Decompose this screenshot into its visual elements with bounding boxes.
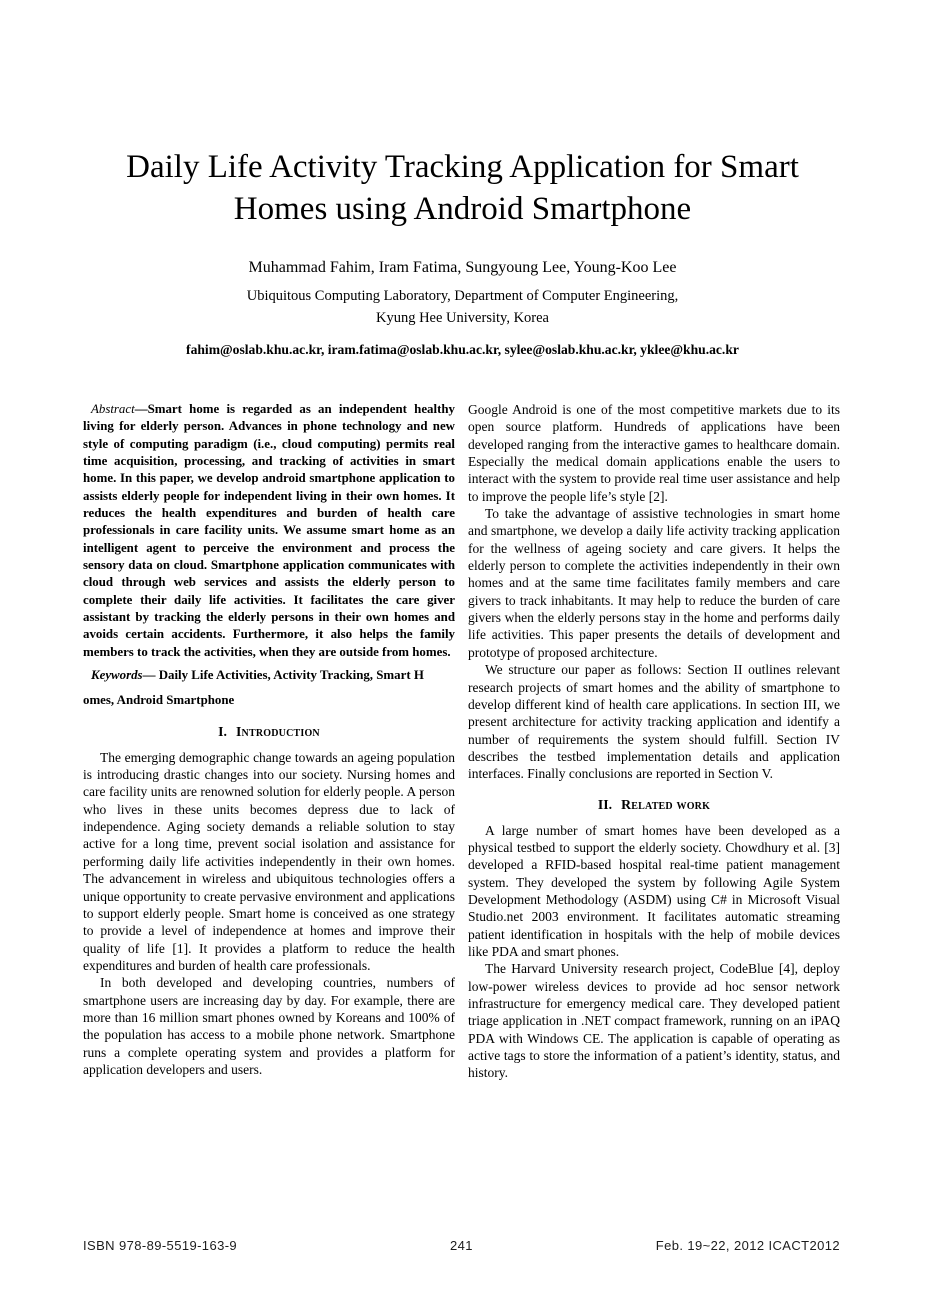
affiliation-line-1: Ubiquitous Computing Laboratory, Department of Computer Engineering, <box>246 288 679 304</box>
affiliation-line-2: Kyung Hee University, Korea <box>375 310 549 326</box>
right-column <box>468 401 840 1082</box>
paper-header <box>0 146 925 359</box>
two-column-body <box>83 401 840 1082</box>
abstract-paragraph <box>83 401 455 661</box>
intro-paragraph-2: In both developed and developing countries, numbers of smartphone users are increasing day by day. For example, there are more than 16 million smart phones owned by Koreans and 100% of the population has access to a mobile phone network. Smartphone runs a complete operating system and provides a platform for application developers and users. <box>83 975 455 1077</box>
intro-paragraph-3: Google Android is one of the most competitive markets due to its open source platform. Hundreds of applications have been developed ranging from the interactive games to healthcare domain. Especially the medical domain applications enable the users to interact with the system to provide real time user assistance and help to improve the people life’s style [2]. <box>468 402 840 504</box>
section-title-related-work: Related work <box>621 796 711 812</box>
intro-paragraph-5: We structure our paper as follows: Section II outlines relevant research projects of smart homes and the ability of smartphone to develop different kind of health care applications. In section III, we present architecture for activity tracking application and identify a number of requirements the system should fulfill. Section IV describes the testbed implementation details and application interfaces. Finally conclusions are reported in Section V. <box>468 662 840 782</box>
author-emails: fahim@oslab.khu.ac.kr, iram.fatima@oslab.khu.ac.kr, sylee@oslab.khu.ac.kr, yklee@khu.ac.kr <box>186 342 739 357</box>
keywords-line-1 <box>83 667 455 684</box>
paper-title <box>0 146 925 230</box>
abstract-text: —Smart home is regarded as an independent healthy living for elderly person. Advances in phone technology and new style of computing paradigm (i.e., cloud computing) permits real time acquisition, processing, and tracking of activities in smart home. In this paper, we develop android smartphone application to assists elderly people for independent living in their own homes. It reduces the health expenditures and burden of health care professionals in care facility units. We assume smart home as an intelligent agent to perceive the environment and process the sensory data on cloud. Smartphone application communicates with cloud through web services and assists the elderly person to complete their daily life activities. It facilitates the care giver assistant by tracking the elderly persons in their own homes and avoids certain accidents. Furthermore, it also helps the family members to track the activities, when they are outside from homes. <box>83 402 455 659</box>
related-work-paragraph-1: A large number of smart homes have been developed as a physical testbed to support the elderly society. Chowdhury et al. [3] developed a RFID-based hospital real-time patient management system. They developed the system by following Agile System Development Methodology (ASDM) using C# in Microsoft Visual Studio.net 2003 environment. It facilitates automatic streaming patient identification in hospitals with the help of mobile devices like PDA and smart phones. <box>468 822 840 959</box>
intro-paragraph-4: To take the advantage of assistive technologies in smart home and smartphone, we develop a daily life activity tracking application for the wellness of ageing society and care givers. It helps the elderly person to complete the activities independently in their own homes and at the same time facilitates family members and care givers to track inhabitants. It may help to reduce the burden of care givers when the elderly persons stay in the home and performs daily life activities. This paper presents the details of development and prototype of proposed architecture. <box>468 506 840 660</box>
section-heading-introduction <box>83 724 455 740</box>
authors-line: Muhammad Fahim, Iram Fatima, Sungyoung Lee, Young-Koo Lee <box>248 259 677 276</box>
section-heading-related-work <box>468 797 840 813</box>
section-number-related-work: II. <box>597 796 613 812</box>
left-column <box>83 401 455 1082</box>
section-number-introduction: I. <box>218 723 227 739</box>
footer-isbn: ISBN 978-89-5519-163-9 <box>83 1238 238 1253</box>
intro-paragraph-1: The emerging demographic change towards an ageing population is introducing drastic changes into our society. Nursing homes and care facility units are renowned solution for elderly people. A person who lives in these units becomes depress due to lack of independence. Aging society demands a reliable solution to stay active for a long time, prevent social isolation and assistance for performing daily life activities independently in their own homes. The advancement in wireless and ubiquitous technologies offers a unique opportunity to create pervasive environment and applications to support elderly people. Smart home is conceived as one strategy to provide a level of independence at homes and improve their quality of life [1]. It provides a platform to reduce the health expenditures and burden of health care professionals. <box>83 749 455 973</box>
page-footer <box>83 1238 840 1256</box>
keywords-line-2: omes, Android Smartphone <box>83 693 235 708</box>
paper-title-line-2: Homes using Android Smartphone <box>233 191 692 227</box>
paper-title-line-1: Daily Life Activity Tracking Application for Smart <box>126 149 799 185</box>
keywords-label: Keywords <box>91 668 143 683</box>
section-title-introduction: Introduction <box>235 723 320 739</box>
keywords-text-1: — Daily Life Activities, Activity Tracking, Smart H <box>142 668 424 683</box>
footer-conference-info: Feb. 19~22, 2012 ICACT2012 <box>655 1238 840 1253</box>
abstract-label: Abstract <box>91 402 135 416</box>
related-work-paragraph-2: The Harvard University research project, CodeBlue [4], deploy low-power wireless devices to provide ad hoc sensor network infrastructure for emergency medical care. They developed patient triage application in .NET compact framework, running on an iPAQ PDA with Windows CE. The application is capable of operating as active tags to store the information of a patient’s identity, status, and history. <box>468 961 840 1081</box>
footer-page-number: 241 <box>450 1238 473 1253</box>
